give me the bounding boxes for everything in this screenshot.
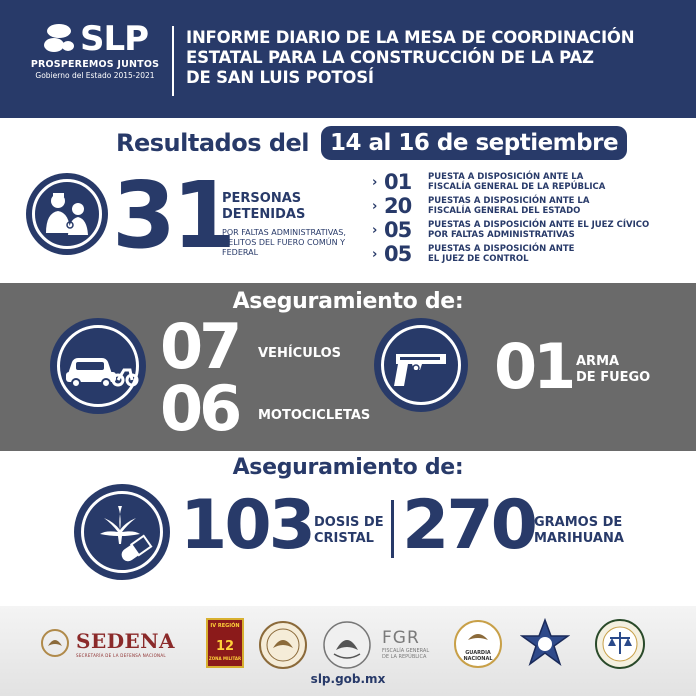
guardia-nacional-seal-icon	[258, 620, 308, 670]
guardia-nacional-logo	[454, 620, 502, 668]
header-divider	[172, 26, 174, 96]
disposition-item	[372, 194, 692, 218]
detained-sublabel	[222, 228, 372, 258]
disposition-count: 01	[384, 170, 412, 194]
justice-seal-icon	[594, 618, 646, 670]
logo-tagline: PROSPEREMOS JUNTOS	[30, 59, 160, 70]
disposition-count: 05	[384, 218, 412, 242]
drugs-icon	[74, 484, 170, 580]
disposition-line-1: PUESTAS A DISPOSICIÓN ANTE EL JUEZ CÍVICO	[428, 220, 650, 230]
region-top: IV REGIÓN	[210, 623, 240, 629]
firearm-label-line-1: ARMA	[576, 354, 620, 369]
divider	[391, 500, 394, 558]
seizure-heading-2: Aseguramiento de:	[232, 455, 464, 480]
mexico-coat-of-arms-icon	[322, 620, 372, 670]
firearm-label-line-2: DE FUEGO	[576, 370, 651, 385]
guardia-line-1: GUARDIA	[465, 650, 491, 656]
disposition-line-1: PUESTAS A DISPOSICIÓN ANTE LA	[428, 196, 590, 206]
disposition-line-1: PUESTA A DISPOSICIÓN ANTE LA	[428, 172, 584, 182]
slp-logo	[30, 19, 160, 80]
page-title	[186, 28, 676, 88]
detained-sub-line-1: POR FALTAS ADMINISTRATIVAS,	[222, 228, 346, 237]
military-zone-logo	[206, 618, 244, 668]
disposition-text	[428, 196, 668, 216]
region-number: 12	[215, 639, 235, 654]
disposition-text	[428, 244, 668, 264]
crystal-count: 103	[180, 486, 313, 565]
detained-label-line-1: PERSONAS	[222, 191, 302, 206]
detained-icon-circle	[26, 173, 108, 255]
car-motorcycle-icon	[50, 318, 146, 414]
mexico-eagle-icon	[40, 628, 70, 658]
disposition-item	[372, 170, 692, 194]
disposition-item	[372, 218, 692, 242]
partner-logos	[40, 618, 660, 674]
motorcycles-count: 06	[160, 372, 239, 445]
marijuana-count: 270	[402, 486, 535, 565]
drugs-icon-circle	[74, 484, 170, 580]
disposition-line-2: EL JUEZ DE CONTROL	[428, 254, 529, 264]
disposition-line-1: PUESTAS A DISPOSICIÓN ANTE	[428, 244, 575, 254]
chevron-right-icon: ›	[372, 222, 378, 238]
region-bottom: ZONA MILITAR	[208, 656, 242, 661]
arrest-icon	[26, 173, 108, 255]
title-line-1: INFORME DIARIO DE LA MESA DE COORDINACIÓN	[186, 28, 635, 47]
results-label: Resultados del	[116, 129, 310, 157]
disposition-count: 20	[384, 194, 412, 218]
guardia-line-2: NACIONAL	[463, 656, 493, 662]
disposition-item	[372, 242, 692, 266]
sedena-logo	[40, 628, 175, 658]
disposition-text	[428, 172, 668, 192]
fgr-logo	[382, 628, 429, 660]
logo-text: SLP	[79, 19, 149, 59]
detained-sub-line-2: DELITOS DEL FUERO COMÚN Y	[222, 238, 346, 247]
detained-label	[222, 191, 362, 223]
crystal-label	[314, 515, 384, 547]
marijuana-label	[534, 515, 624, 547]
detained-count: 31	[112, 162, 233, 269]
marijuana-label-line-1: GRAMOS DE	[534, 515, 623, 530]
chevron-right-icon: ›	[372, 198, 378, 214]
disposition-line-2: FISCALÍA GENERAL DEL ESTADO	[428, 206, 581, 216]
vehicles-count: 07	[160, 310, 239, 383]
crystal-label-line-2: CRISTAL	[314, 531, 374, 546]
chevron-right-icon: ›	[372, 246, 378, 262]
header	[0, 0, 696, 118]
fgr-subtitle-line-2: DE LA REPÚBLICA	[382, 654, 427, 660]
disposition-count: 05	[384, 242, 412, 266]
fgr-text: FGR	[382, 628, 420, 648]
results-row	[0, 126, 696, 162]
disposition-line-2: FISCALÍA GENERAL DE LA REPÚBLICA	[428, 182, 606, 192]
eagle-icon	[466, 628, 490, 646]
logo-subtitle: Gobierno del Estado 2015-2021	[35, 71, 155, 80]
crystal-label-line-1: DOSIS DE	[314, 515, 384, 530]
detained-label-line-2: DETENIDAS	[222, 207, 306, 222]
seizure-heading-1: Aseguramiento de:	[232, 289, 464, 314]
title-line-3: DE SAN LUIS POTOSÍ	[186, 68, 374, 87]
vehicles-label: VEHÍCULOS	[258, 346, 341, 361]
sedena-subtitle: SECRETARÍA DE LA DEFENSA NACIONAL	[76, 652, 166, 658]
vehicle-icon-circle	[50, 318, 146, 414]
marijuana-label-line-2: MARIHUANA	[534, 531, 624, 546]
fgr-subtitle-line-1: FISCALÍA GENERAL	[382, 648, 430, 654]
disposition-text	[428, 220, 668, 240]
title-line-2: ESTATAL PARA LA CONSTRUCCIÓN DE LA PAZ	[186, 48, 594, 67]
firearm-count: 01	[494, 330, 573, 403]
chevron-right-icon: ›	[372, 174, 378, 190]
police-star-badge-icon	[520, 618, 570, 672]
website-link[interactable]: slp.gob.mx	[310, 672, 386, 686]
sedena-text: SEDENA	[76, 628, 176, 653]
firearm-icon-circle	[374, 318, 468, 412]
slp-logo-mark-icon	[42, 22, 76, 56]
motorcycles-label: MOTOCICLETAS	[258, 408, 371, 423]
disposition-list	[372, 170, 692, 266]
firearm-icon	[374, 318, 468, 412]
date-badge: 14 al 16 de septiembre	[321, 126, 627, 160]
disposition-line-2: POR FALTAS ADMINISTRATIVAS	[428, 230, 575, 240]
firearm-label	[576, 354, 650, 386]
detained-sub-line-3: FEDERAL	[222, 248, 259, 257]
